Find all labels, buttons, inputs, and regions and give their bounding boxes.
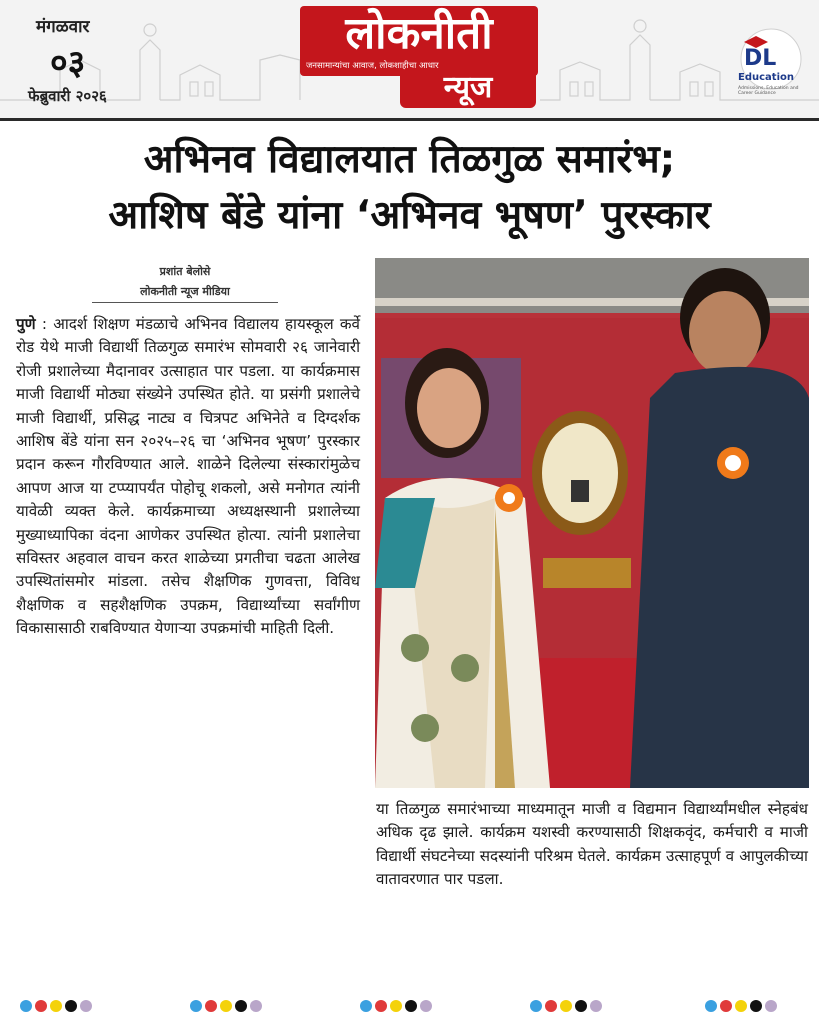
dateline-place: पुणे (16, 315, 36, 333)
footer-dot (235, 1000, 247, 1012)
footer-dot-group (705, 1000, 777, 1014)
footer-dot (220, 1000, 232, 1012)
article-body-right: या तिळगुळ समारंभाच्या माध्यमातून माजी व विद्यमान विद्यार्थ्यांमधील स्नेहबंध अधिक दृढ झाले. कार्यक्रम यशस्वी करण्यासाठी शिक्षकवृंद, कर्मचारी व माजी विद्यार्थी संघटनेच्या सदस्यांनी परिश्रम घेतले. कार्यक्रम उत्साहपूर्ण व आपुलकीच्या वातावरणात पार पडला. (376, 800, 808, 889)
footer-dot (205, 1000, 217, 1012)
byline-name: प्रशांत बेलोसे (159, 265, 211, 278)
footer-dot (50, 1000, 62, 1012)
month-year: फेब्रुवारी २०२६ (28, 87, 107, 105)
masthead (0, 0, 819, 118)
logo-main-text: लोकनीती (345, 8, 493, 59)
award-ceremony-photo (375, 258, 809, 788)
footer-dot (250, 1000, 262, 1012)
byline-underline (92, 302, 278, 303)
footer-dot (735, 1000, 747, 1012)
footer-dot (560, 1000, 572, 1012)
article-body-left-text: : आदर्श शिक्षण मंडळाचे अभिनव विद्यालय हायस्कूल कर्वे रोड येथे माजी विद्यार्थी तिळगुळ समारंभ सोमवारी २६ जानेवारी रोजी प्रशालेच्या मैदानावर उत्साहात पार पडला. या कार्यक्रमास माजी विद्यार्थी मोठ्या संख्येने उपस्थित होते. या प्रसंगी प्रशालेचे माजी विद्यार्थी, प्रसिद्ध नाट्य व चित्रपट अभिनेते व दिग्दर्शक आशिष बेंडे यांना सन २०२५–२६ चा ‘अभिनव भूषण’ पुरस्कार प्रदान करून गौरविण्यात आले. शाळेने दिलेल्या संस्कारांमुळेच आपण आज या टप्प्यापर्यंत पोहोचू शकलो, असे मनोगत त्यांनी यावेळी व्यक्त केले. कार्यक्रमाच्या अध्यक्षस्थानी प्रशालेच्या मुख्याध्यापिका वंदना आणेकर उपस्थित होत्या. त्यांनी प्रशालेचा सविस्तर अहवाल वाचन करत शाळेच्या प्रगतीचा चढता आलेख उपस्थितांसमोर मांडला. तसेच शैक्षणिक गुणवत्ता, विविध शैक्षणिक व सहशैक्षणिक उपक्रम, विद्यार्थ्यांच्या सर्वांगीण विकासासाठी राबविण्यात येणाऱ्या उपक्रमांची माहिती दिली. (16, 315, 360, 638)
masthead-divider (0, 118, 819, 121)
logo-sub-text: न्यूज (443, 70, 493, 105)
headline-line-1: अभिनव विद्यालयात तिळगुळ समारंभ; (143, 137, 676, 182)
footer-dot-group (20, 1000, 92, 1014)
partner-tagline: Admissions, Education and Career Guidance (738, 86, 799, 96)
footer-dot (375, 1000, 387, 1012)
footer-dot (545, 1000, 557, 1012)
byline-organization: लोकनीती न्यूज मीडिया (140, 285, 230, 298)
footer-dot (35, 1000, 47, 1012)
partner-name: Education (738, 72, 794, 83)
footer-dot-group (190, 1000, 262, 1014)
day-number: ०३ (50, 43, 86, 83)
footer-dot (360, 1000, 372, 1012)
headline-line-2: आशिष बेंडे यांना ‘अभिनव भूषण’ पुरस्कार (108, 193, 711, 238)
footer-dot (750, 1000, 762, 1012)
footer-dot (420, 1000, 432, 1012)
footer-dot (405, 1000, 417, 1012)
weekday: मंगळवार (36, 17, 90, 37)
footer-dot (590, 1000, 602, 1012)
logo-tagline: जनसामान्यांचा आवाज, लोकशाहीचा आधार (306, 61, 439, 71)
footer-dot (530, 1000, 542, 1012)
footer-dot-group (360, 1000, 432, 1014)
footer-dot (20, 1000, 32, 1012)
footer-dot (65, 1000, 77, 1012)
partner-logo-text: DL (744, 46, 777, 71)
article-body-left (16, 313, 360, 641)
footer-dot (705, 1000, 717, 1012)
newspaper-logo (300, 6, 538, 110)
footer-dot-group (530, 1000, 602, 1014)
headline (8, 132, 811, 244)
footer-dot (190, 1000, 202, 1012)
footer-dot (765, 1000, 777, 1012)
footer-dot (390, 1000, 402, 1012)
footer-dot (575, 1000, 587, 1012)
footer-dot (80, 1000, 92, 1012)
footer-dot (720, 1000, 732, 1012)
